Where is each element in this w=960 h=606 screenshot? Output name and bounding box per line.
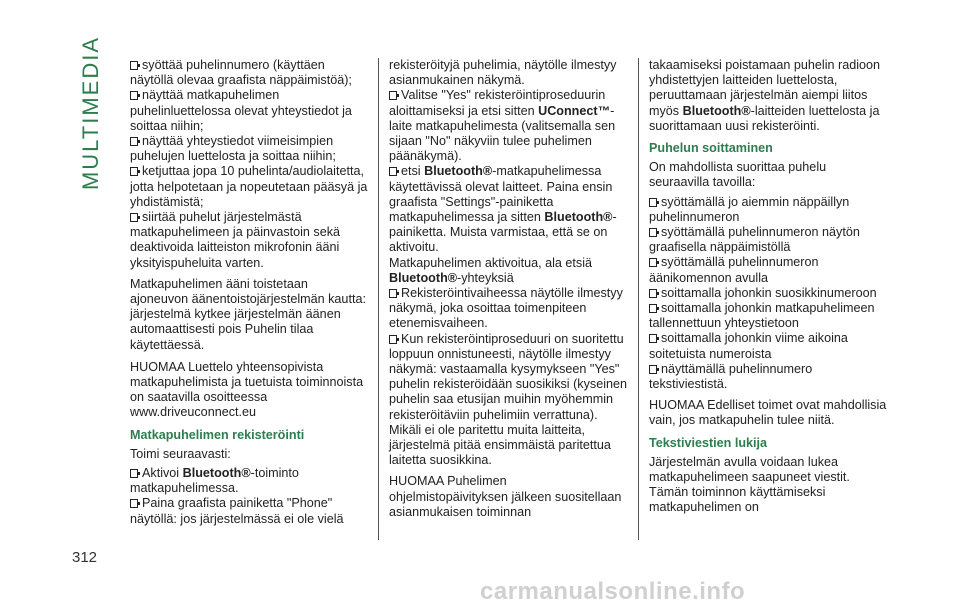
bullet-icon (649, 365, 657, 374)
text-column-2 (389, 58, 629, 527)
bullet-item (130, 210, 368, 271)
paragraph-text: -laitteiden luettelosta ja suorittamaan uusi rekisteröinti. (649, 103, 880, 133)
bluetooth-term: Bluetooth® (682, 103, 751, 118)
bullet-text: -toiminto matkapuhelimessa. (130, 466, 299, 496)
paragraph: Matkapuhelimen ääni toistetaan ajoneuvon äänentoistojärjestelmän kautta: järjestelmä kytkee järjestelmän äänen automaattisesti pois Puhelin tilaa käytettäessä. (130, 276, 366, 352)
bullet-text: soittamalla johonkin matkapuhelimeen tallennettuun yhteystietoon (649, 301, 875, 331)
bullet-icon (130, 469, 138, 478)
bullet-icon (649, 198, 657, 207)
bullet-text: näyttää matkapuhelimen puhelinluettelossa olevat yhteystiedot ja soittaa niihin; (130, 88, 352, 133)
text-column-3 (649, 58, 889, 523)
note-paragraph: HUOMAA Luettelo yhteensopivista matkapuhelimista ja tuetuista toiminnoista on saatavilla osoitteessa www.driveuconnect.eu (130, 359, 364, 420)
bullet-text: syöttämällä puhelinnumeron näytön graafisella näppäimistöllä (649, 225, 860, 255)
bluetooth-term: Bluetooth® (389, 270, 458, 285)
bullet-item (130, 88, 368, 134)
uconnect-term: UConnect™ (538, 103, 611, 118)
section-heading: Puhelun soittaminen (649, 141, 773, 156)
paragraph (389, 271, 629, 286)
bullet-item (649, 225, 889, 255)
bullet-icon (389, 167, 397, 176)
bullet-item (130, 496, 368, 526)
bullet-icon (649, 334, 657, 343)
bullet-item (649, 286, 889, 301)
section-heading: Tekstiviestien lukija (649, 435, 768, 450)
bullet-text: -matkapuhelimessa käytettävissä olevat laitteet. Paina ensin graafista "Settings"-painiketta matkapuhelimessa ja sitten (389, 164, 613, 225)
paragraph: On mahdollista suorittaa puhelu seuraavilla tavoilla: (649, 160, 827, 190)
bullet-item (649, 301, 889, 331)
bullet-item (389, 88, 629, 164)
section-title-text: MULTIMEDIA (78, 35, 103, 190)
bullet-icon (649, 289, 657, 298)
paragraph: Matkapuhelimen aktivoitua, ala etsiä (389, 255, 593, 270)
bullet-item (649, 331, 889, 361)
bullet-text: -painiketta. Muista varmistaa, että se on aktivoitu. (389, 210, 617, 255)
bullet-icon (130, 91, 138, 100)
bullet-item (649, 362, 889, 392)
paragraph-text: takaamiseksi poistamaan puhelin radioon yhdistettyjen laitteiden luettelosta, peruuttamaan järjestelmän aiempi liitos myös (649, 58, 881, 118)
column-divider (638, 58, 639, 540)
bullet-icon (130, 167, 138, 176)
bullet-item (649, 195, 889, 225)
bullet-text: soittamalla johonkin suosikkinumeroon (661, 285, 877, 300)
bullet-icon (649, 304, 657, 313)
bullet-text: Valitse "Yes" rekisteröintiproseduurin aloittamiseksi ja etsi sitten (389, 88, 606, 118)
note-paragraph: HUOMAA Edelliset toimet ovat mahdollisia vain, jos matkapuhelin tulee niitä. (649, 398, 887, 428)
bullet-text: syöttää puhelinnumero (käyttäen näytöllä olevaa graafista näppäimistöä); (130, 58, 352, 88)
bullet-text: siirtää puhelut järjestelmästä matkapuhelimeen ja päinvastoin sekä deaktivoida laitteiston mikrofonin ääni yksityispuheluita varten. (130, 210, 341, 270)
bullet-text: näyttämällä puhelinnumero tekstiviestistä. (649, 361, 813, 392)
bullet-item (130, 134, 368, 164)
bullet-item (389, 164, 629, 255)
paragraph (649, 58, 889, 134)
bullet-text: Aktivoi (142, 466, 183, 481)
bullet-text: soittamalla johonkin viime aikoina soitetuista numeroista (649, 331, 848, 361)
bullet-icon (130, 137, 138, 146)
bullet-text: Paina graafista painiketta "Phone" näytöllä: jos järjestelmässä ei ole vielä (130, 496, 344, 526)
bullet-icon (389, 289, 397, 298)
paragraph: Järjestelmän avulla voidaan lukea matkapuhelimeen saapuneet viestit. Tämän toiminnon käyttämiseksi matkapuhelimen on (649, 454, 850, 515)
paragraph: Toimi seuraavasti: (130, 446, 231, 461)
bullet-item (130, 58, 368, 88)
bullet-text: syöttämällä jo aiemmin näppäillyn puhelinnumeron (649, 194, 850, 224)
bluetooth-term: Bluetooth® (544, 210, 613, 225)
bullet-icon (389, 335, 397, 344)
bullet-text: Rekisteröintivaiheessa näytölle ilmestyy näkymä, joka osoittaa toimenpiteen etenemisvaiheen. (389, 286, 623, 331)
bullet-item (389, 332, 629, 469)
bullet-item (130, 466, 368, 496)
paragraph: rekisteröityjä puhelimia, näytölle ilmestyy asianmukainen näkymä. (389, 58, 617, 88)
bullet-text: ketjuttaa jopa 10 puhelinta/audiolaitetta, jotta helpotetaan ja nopeutetaan pääsyä ja yhdistämistä; (130, 164, 368, 209)
bluetooth-term: Bluetooth® (182, 466, 251, 481)
bullet-icon (649, 228, 657, 237)
bullet-icon (130, 61, 138, 70)
bullet-text: näyttää yhteystiedot viimeisimpien puhelujen luettelosta ja soittaa niihin; (130, 134, 336, 164)
paragraph-text: -yhteyksiä (457, 270, 514, 285)
bullet-item (649, 255, 889, 285)
column-divider (378, 58, 379, 540)
bullet-icon (130, 213, 138, 222)
bullet-text: -laite matkapuhelimesta (valitsemalla sen sijaan "No" näkyviin tulee puhelimen päänäkymä). (389, 103, 616, 164)
bullet-icon (649, 258, 657, 267)
bullet-text: syöttämällä puhelinnumeron äänikomennon avulla (649, 255, 819, 285)
text-column-1 (130, 58, 368, 527)
page-number: 312 (72, 549, 98, 566)
note-paragraph: HUOMAA Puhelimen ohjelmistopäivityksen jälkeen suositellaan asianmukaisen toiminnan (389, 474, 622, 519)
bullet-text: etsi (401, 164, 425, 179)
bullet-item (130, 164, 368, 210)
watermark: carmanualsonline.info (480, 578, 746, 605)
section-title (78, 35, 104, 190)
bullet-item (389, 286, 629, 332)
bullet-text: Kun rekisteröintiproseduuri on suoritettu loppuun onnistuneesti, näytölle ilmestyy näkymä: vastaamalla kysymykseen "Yes" puhelin rekisteröidään suosikiksi (kyseinen puhelin saa etusijan muihin myöhemmin rekisteröitäviin puhelimiin verrattuna). Mikäli ei ole paritettu muita laitteita, järjestelmä pitää ensimmäistä paritettua laitetta suosikkina. (389, 331, 628, 468)
bullet-icon (130, 499, 138, 508)
bluetooth-term: Bluetooth® (424, 164, 493, 179)
section-heading: Matkapuhelimen rekisteröinti (130, 427, 305, 442)
bullet-icon (389, 91, 397, 100)
